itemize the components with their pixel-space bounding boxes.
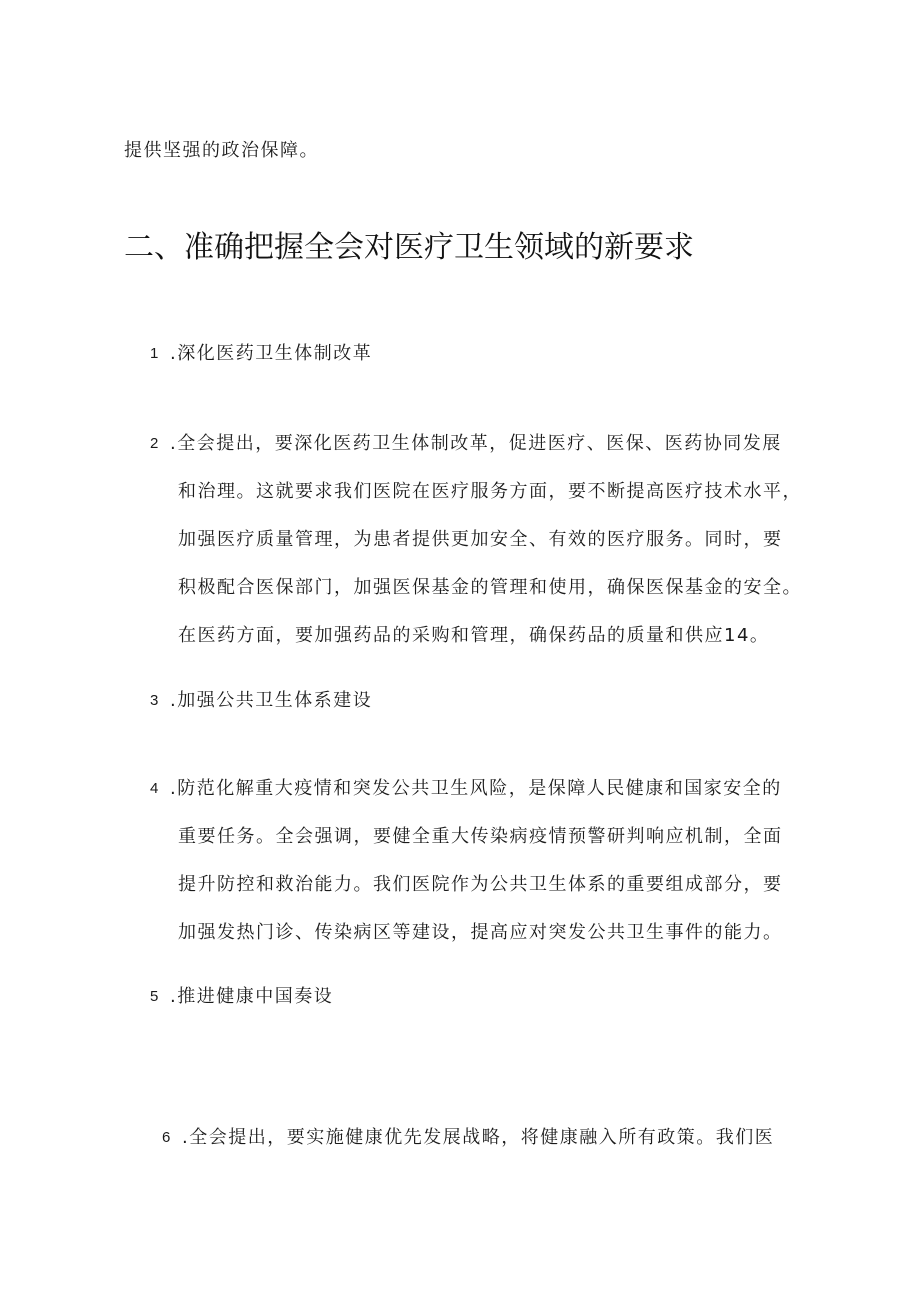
- item-1-line-1: .深化医药卫生体制改革: [170, 343, 373, 364]
- item-3-number: 3: [150, 692, 159, 709]
- item-4-line-1: .防范化解重大疫情和突发公共卫生风险，是保障人民健康和国家安全的: [170, 778, 782, 799]
- item-4-line-2: 重要任务。全会强调，要健全重大传染病疫情预警研判响应机制，全面: [178, 826, 783, 847]
- item-2-line-1: .全会提出，要深化医药卫生体制改革，促进医疗、医保、医药协同发展: [170, 433, 782, 454]
- item-4-number: 4: [150, 780, 159, 797]
- item-5-number: 5: [150, 988, 159, 1005]
- item-1-number: 1: [150, 345, 159, 362]
- item-2-number: 2: [150, 435, 159, 452]
- item-5-line-1: .推进健康中国奏设: [170, 986, 334, 1007]
- item-4-line-4: 加强发热门诊、传染病区等建设，提高应对突发公共卫生事件的能力。: [178, 922, 783, 943]
- intro-tail-text: 提供坚强的政治保障。: [124, 140, 319, 161]
- item-6-number: 6: [162, 1129, 171, 1146]
- section-heading: 二、准确把握全会对医疗卫生领域的新要求: [124, 230, 694, 265]
- item-3-line-1: .加强公共卫生体系建设: [170, 690, 373, 711]
- item-6-line-1: .全会提出，要实施健康优先发展战略，将健康融入所有政策。我们医: [182, 1127, 775, 1148]
- item-2-line-4: 积极配合医保部门，加强医保基金的管理和使用，确保医保基金的安全。: [178, 577, 802, 598]
- item-4-line-3: 提升防控和救治能力。我们医院作为公共卫生体系的重要组成部分，要: [178, 874, 783, 895]
- item-2-line-5: 在医药方面，要加强药品的采购和管理，确保药品的质量和供应14。: [178, 625, 770, 646]
- item-2-line-3: 加强医疗质量管理，为患者提供更加安全、有效的医疗服务。同时，要: [178, 529, 783, 550]
- item-2-line-2: 和治理。这就要求我们医院在医疗服务方面，要不断提高医疗技术水平，: [178, 481, 802, 502]
